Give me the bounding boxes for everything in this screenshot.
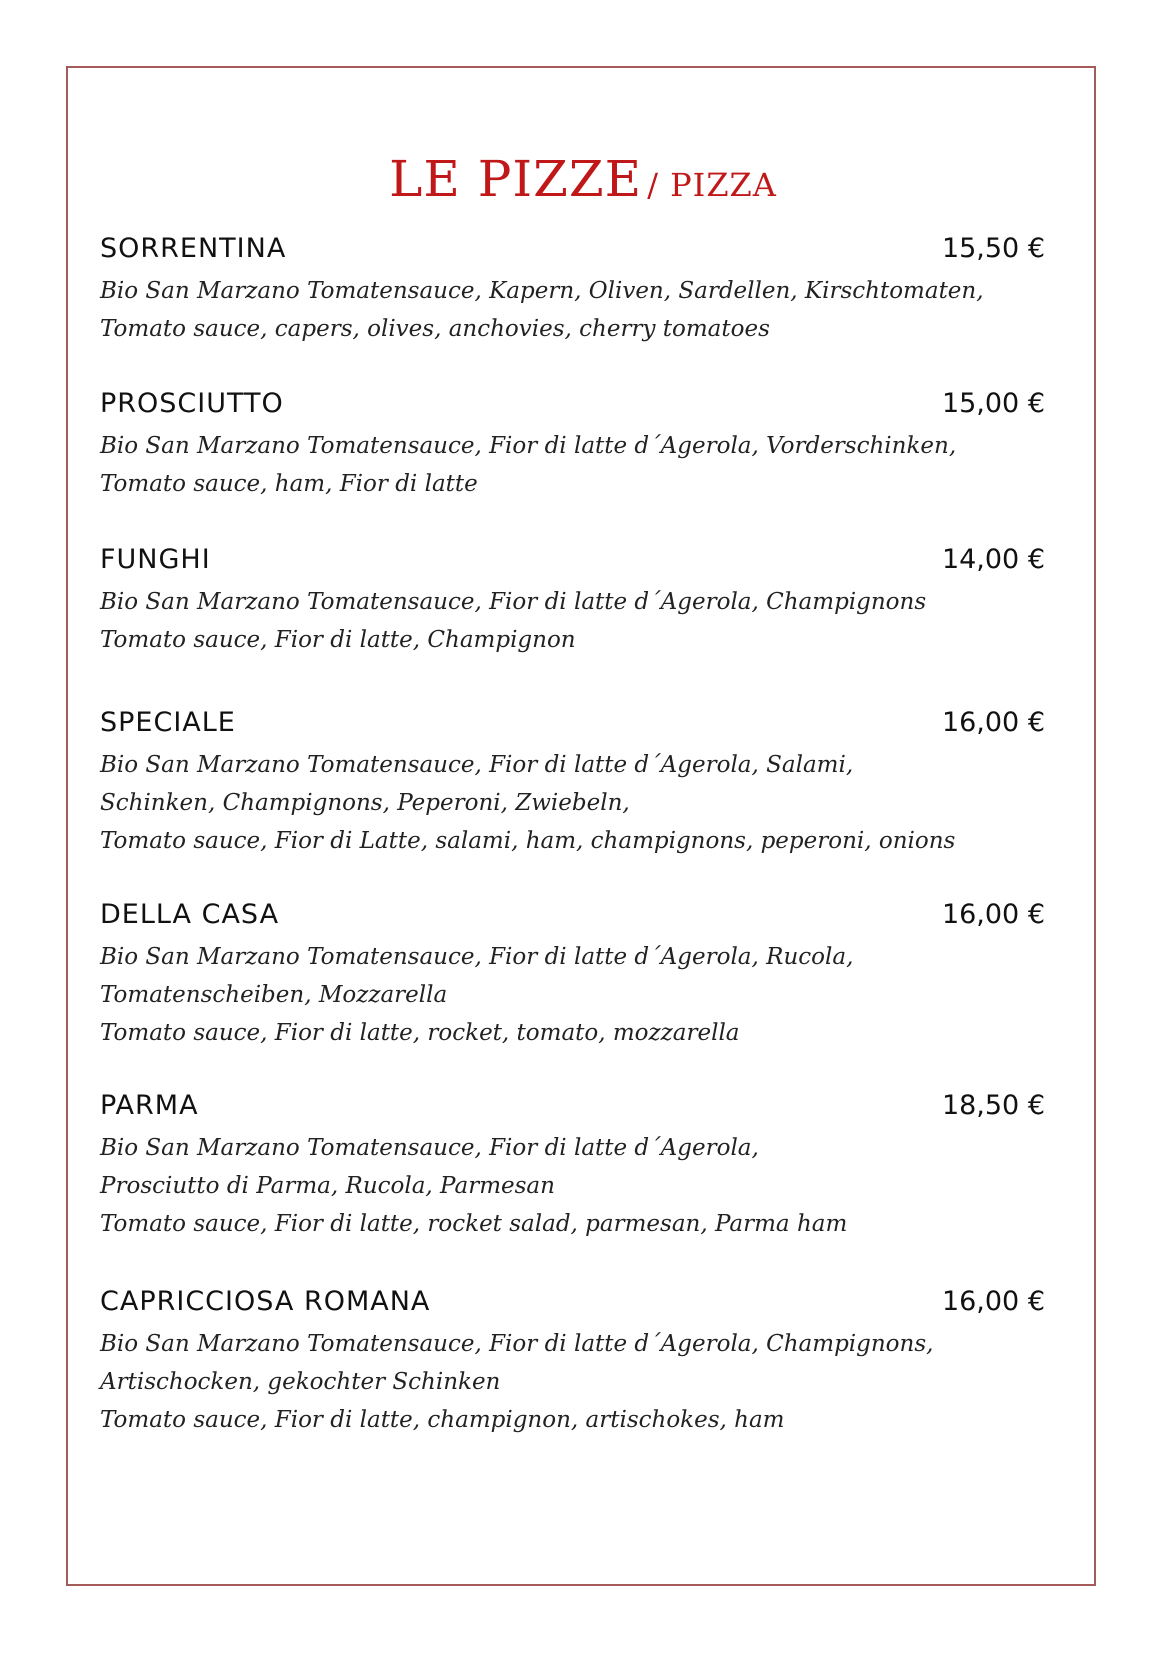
item-name: PROSCIUTTO xyxy=(100,388,284,419)
description-line: Tomato sauce, Fior di latte, Champignon xyxy=(100,627,576,653)
item-description xyxy=(100,746,1045,860)
item-price: 15,00 € xyxy=(941,388,1045,419)
item-description xyxy=(100,1325,1045,1439)
item-description xyxy=(100,938,1045,1052)
menu-item-speciale xyxy=(100,706,1045,860)
description-line: Bio San Marzano Tomatensauce, Fior di latte d´Agerola, Champignons xyxy=(100,589,927,615)
menu-item-sorrentina xyxy=(100,232,1045,348)
item-name: FUNGHI xyxy=(100,544,211,575)
item-name: CAPRICCIOSA ROMANA xyxy=(100,1286,431,1317)
description-line: Tomato sauce, capers, olives, anchovies, cherry tomatoes xyxy=(100,316,770,342)
description-line: Prosciutto di Parma, Rucola, Parmesan xyxy=(100,1173,555,1199)
description-line: Bio San Marzano Tomatensauce, Fior di latte d´Agerola, Champignons, xyxy=(100,1331,934,1357)
description-line: Tomato sauce, ham, Fior di latte xyxy=(100,471,478,497)
item-price: 14,00 € xyxy=(941,544,1045,575)
item-price: 16,00 € xyxy=(941,899,1045,930)
item-price: 15,50 € xyxy=(941,233,1045,264)
description-line: Schinken, Champignons, Peperoni, Zwiebeln, xyxy=(100,790,630,816)
item-price: 18,50 € xyxy=(941,1090,1045,1121)
item-description xyxy=(100,1129,1045,1243)
description-line: Bio San Marzano Tomatensauce, Kapern, Oliven, Sardellen, Kirschtomaten, xyxy=(100,278,984,304)
description-line: Tomato sauce, Fior di Latte, salami, ham, champignons, peperoni, onions xyxy=(100,828,956,854)
item-description xyxy=(100,272,1045,348)
menu-item-funghi xyxy=(100,543,1045,659)
menu-item-parma xyxy=(100,1089,1045,1243)
description-line: Tomato sauce, Fior di latte, rocket salad, parmesan, Parma ham xyxy=(100,1211,848,1237)
description-line: Bio San Marzano Tomatensauce, Fior di latte d´Agerola, Salami, xyxy=(100,752,854,778)
description-line: Tomato sauce, Fior di latte, champignon, artischokes, ham xyxy=(100,1407,785,1433)
description-line: Tomatenscheiben, Mozzarella xyxy=(100,982,448,1008)
item-name: PARMA xyxy=(100,1090,199,1121)
menu-title xyxy=(0,150,1166,208)
item-price: 16,00 € xyxy=(941,707,1045,738)
item-description xyxy=(100,427,1045,503)
item-name: SORRENTINA xyxy=(100,233,287,264)
item-name: DELLA CASA xyxy=(100,899,280,930)
menu-item-capricciosa-romana xyxy=(100,1285,1045,1439)
item-description xyxy=(100,583,1045,659)
menu-title-sub: / PIZZA xyxy=(647,166,777,204)
menu-title-main: LE PIZZE xyxy=(389,150,643,208)
description-line: Tomato sauce, Fior di latte, rocket, tomato, mozzarella xyxy=(100,1020,740,1046)
menu-item-prosciutto xyxy=(100,387,1045,503)
description-line: Bio San Marzano Tomatensauce, Fior di latte d´Agerola, xyxy=(100,1135,759,1161)
menu-item-della-casa xyxy=(100,898,1045,1052)
description-line: Bio San Marzano Tomatensauce, Fior di latte d´Agerola, Rucola, xyxy=(100,944,854,970)
description-line: Artischocken, gekochter Schinken xyxy=(100,1369,501,1395)
item-name: SPECIALE xyxy=(100,707,236,738)
description-line: Bio San Marzano Tomatensauce, Fior di latte d´Agerola, Vorderschinken, xyxy=(100,433,957,459)
item-price: 16,00 € xyxy=(941,1286,1045,1317)
